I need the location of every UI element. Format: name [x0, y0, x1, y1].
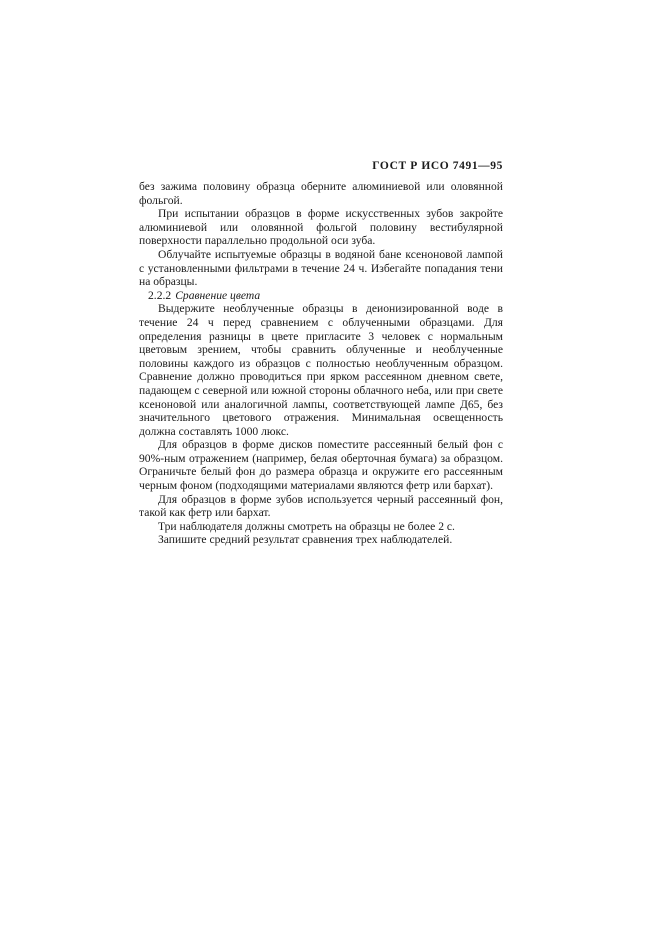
- document-body: [139, 180, 503, 547]
- section-number: 2.2.2: [148, 288, 172, 302]
- paragraph-tooth-background: Для образцов в форме зубов используется черный рассеянный фон, такой как фетр или бархат.: [139, 492, 503, 520]
- document-code-header: ГОСТ Р ИСО 7491—95: [372, 160, 503, 172]
- paragraph-record-result: Запишите средний результат сравнения трех наблюдателей.: [158, 533, 453, 547]
- paragraph-teeth-specimens: При испытании образцов в форме искусственных зубов закройте алюминиевой или оловянной фольгой половину вестибулярной поверхности параллельно продольной оси зуба.: [139, 207, 503, 248]
- section-title: Сравнение цвета: [175, 288, 261, 302]
- paragraph-irradiation: Облучайте испытуемые образцы в водяной бане ксеноновой лампой с установленными фильтрами в течение 24 ч. Избегайте попадания тени на образцы.: [139, 247, 503, 289]
- paragraph-disc-specimens: Для образцов в форме дисков поместите рассеянный белый фон с 90%-ным отражением (например, белая оберточная бумага) за образцом. Ограничьте белый фон до размера образца и окружите его рассеянным черным фоном (подходящими материалами являются фетр или бархат).: [139, 438, 503, 493]
- paragraph-foil-wrap: без зажима половину образца оберните алюминиевой или оловянной фольгой.: [139, 180, 503, 207]
- section-heading-color-comparison: [139, 289, 503, 303]
- paragraph-comparison-procedure: Выдержите необлученные образцы в деионизированной воде в течение 24 ч перед сравнением с облученными образцами. Для определения разницы в цвете пригласите 3 человек с нормальным цветовым зрением, чтобы сравнить облученные и необлученные половины каждого из образцов с полностью необлученным образцом. Сравнение должно проводиться при ярком рассеянном дневном свете, падающем с северной или южной стороны облачного неба, или при свете ксеноновой или аналогичной лампы, соответствующей лампе Д65, без значительного цветового отражения. Минимальная освещенность должна составлять 1000 люкс.: [139, 302, 503, 438]
- paragraph-observation-time: Три наблюдателя должны смотреть на образцы не более 2 с.: [158, 519, 455, 533]
